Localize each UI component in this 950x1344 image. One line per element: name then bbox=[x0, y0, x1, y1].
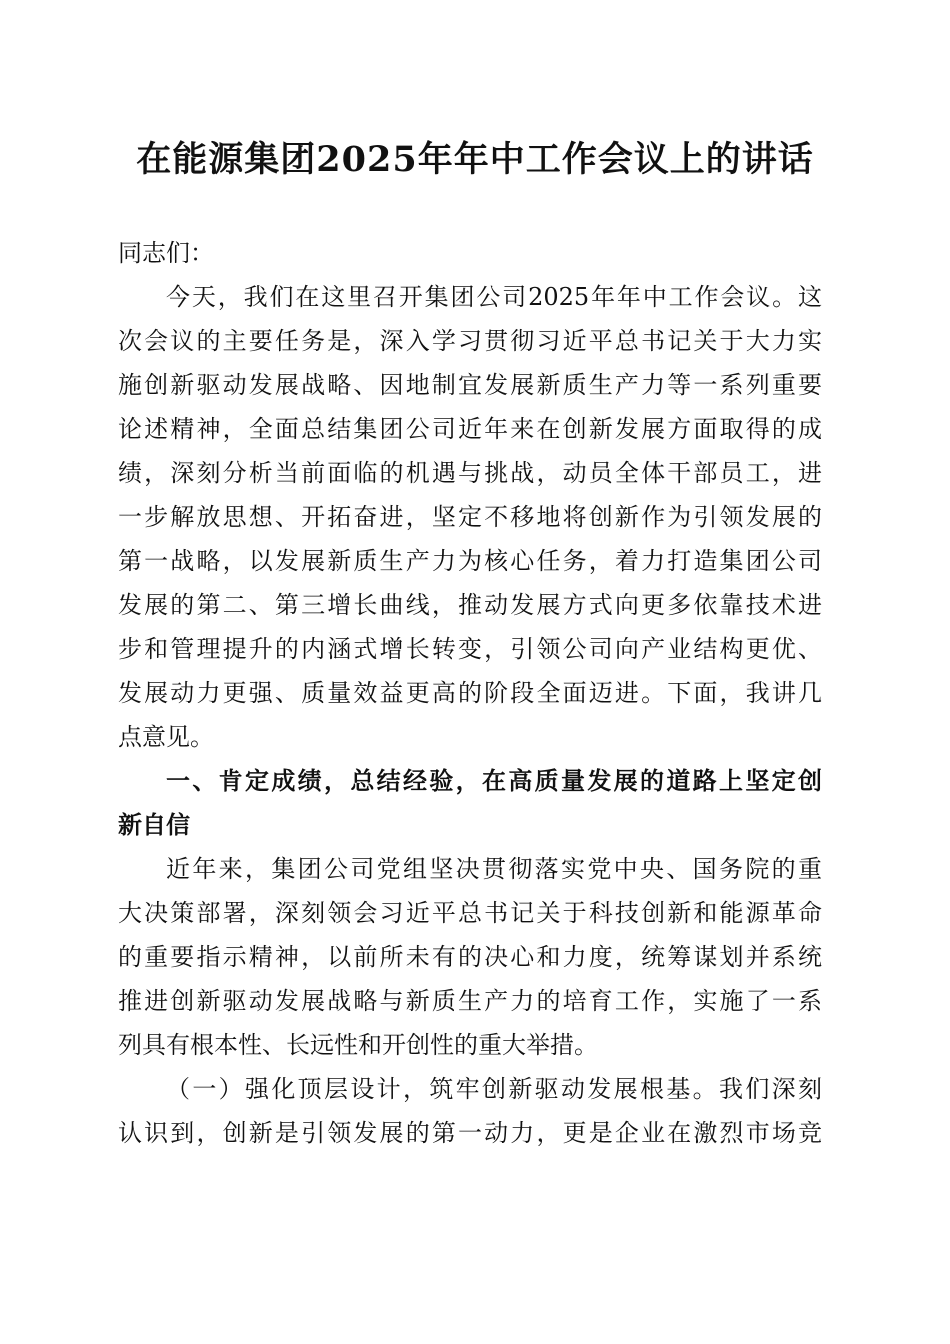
text-line: 的重要指示精神，以前所未有的决心和力度，统筹谋划并系统 bbox=[118, 943, 822, 971]
text-line: 近年来，集团公司党组坚决贯彻落实党中央、国务院的重 bbox=[166, 855, 822, 883]
text-line: 论述精神，全面总结集团公司近年来在创新发展方面取得的成 bbox=[118, 415, 822, 443]
salutation: 同志们： bbox=[118, 239, 214, 267]
text-line: 一步解放思想、开拓奋进，坚定不移地将创新作为引领发展的 bbox=[118, 503, 822, 531]
document-body bbox=[118, 231, 822, 1155]
text-line: 发展的第二、第三增长曲线，推动发展方式向更多依靠技术进 bbox=[118, 591, 822, 619]
paragraphs bbox=[118, 275, 822, 1155]
text-line: 列具有根本性、长远性和开创性的重大举措。 bbox=[118, 1031, 598, 1059]
text-line: （一）强化顶层设计，筑牢创新驱动发展根基。我们深刻 bbox=[166, 1075, 822, 1103]
paragraph bbox=[118, 1067, 822, 1155]
paragraph bbox=[118, 847, 822, 1067]
paragraph bbox=[118, 275, 822, 759]
text-line: 第一战略，以发展新质生产力为核心任务，着力打造集团公司 bbox=[118, 547, 822, 575]
text-line: 大决策部署，深刻领会习近平总书记关于科技创新和能源革命 bbox=[118, 899, 822, 927]
text-line: 发展动力更强、质量效益更高的阶段全面迈进。下面，我讲几 bbox=[118, 679, 822, 707]
text-line: 步和管理提升的内涵式增长转变，引领公司向产业结构更优、 bbox=[118, 635, 822, 663]
text-line: 认识到，创新是引领发展的第一动力，更是企业在激烈市场竞 bbox=[118, 1119, 822, 1147]
text-line: 一、肯定成绩，总结经验，在高质量发展的道路上坚定创 bbox=[166, 767, 822, 795]
text-line: 次会议的主要任务是，深入学习贯彻习近平总书记关于大力实 bbox=[118, 327, 822, 355]
text-line: 点意见。 bbox=[118, 723, 214, 751]
text-line: 新自信 bbox=[118, 811, 190, 839]
text-line: 施创新驱动发展战略、因地制宜发展新质生产力等一系列重要 bbox=[118, 371, 822, 399]
document-title: 在能源集团2025年年中工作会议上的讲话 bbox=[136, 139, 814, 180]
text-line: 今天，我们在这里召开集团公司2025年年中工作会议。这 bbox=[166, 283, 822, 311]
text-line: 推进创新驱动发展战略与新质生产力的培育工作，实施了一系 bbox=[118, 987, 822, 1015]
section-heading bbox=[118, 759, 822, 847]
text-line: 绩，深刻分析当前面临的机遇与挑战，动员全体干部员工，进 bbox=[118, 459, 822, 487]
